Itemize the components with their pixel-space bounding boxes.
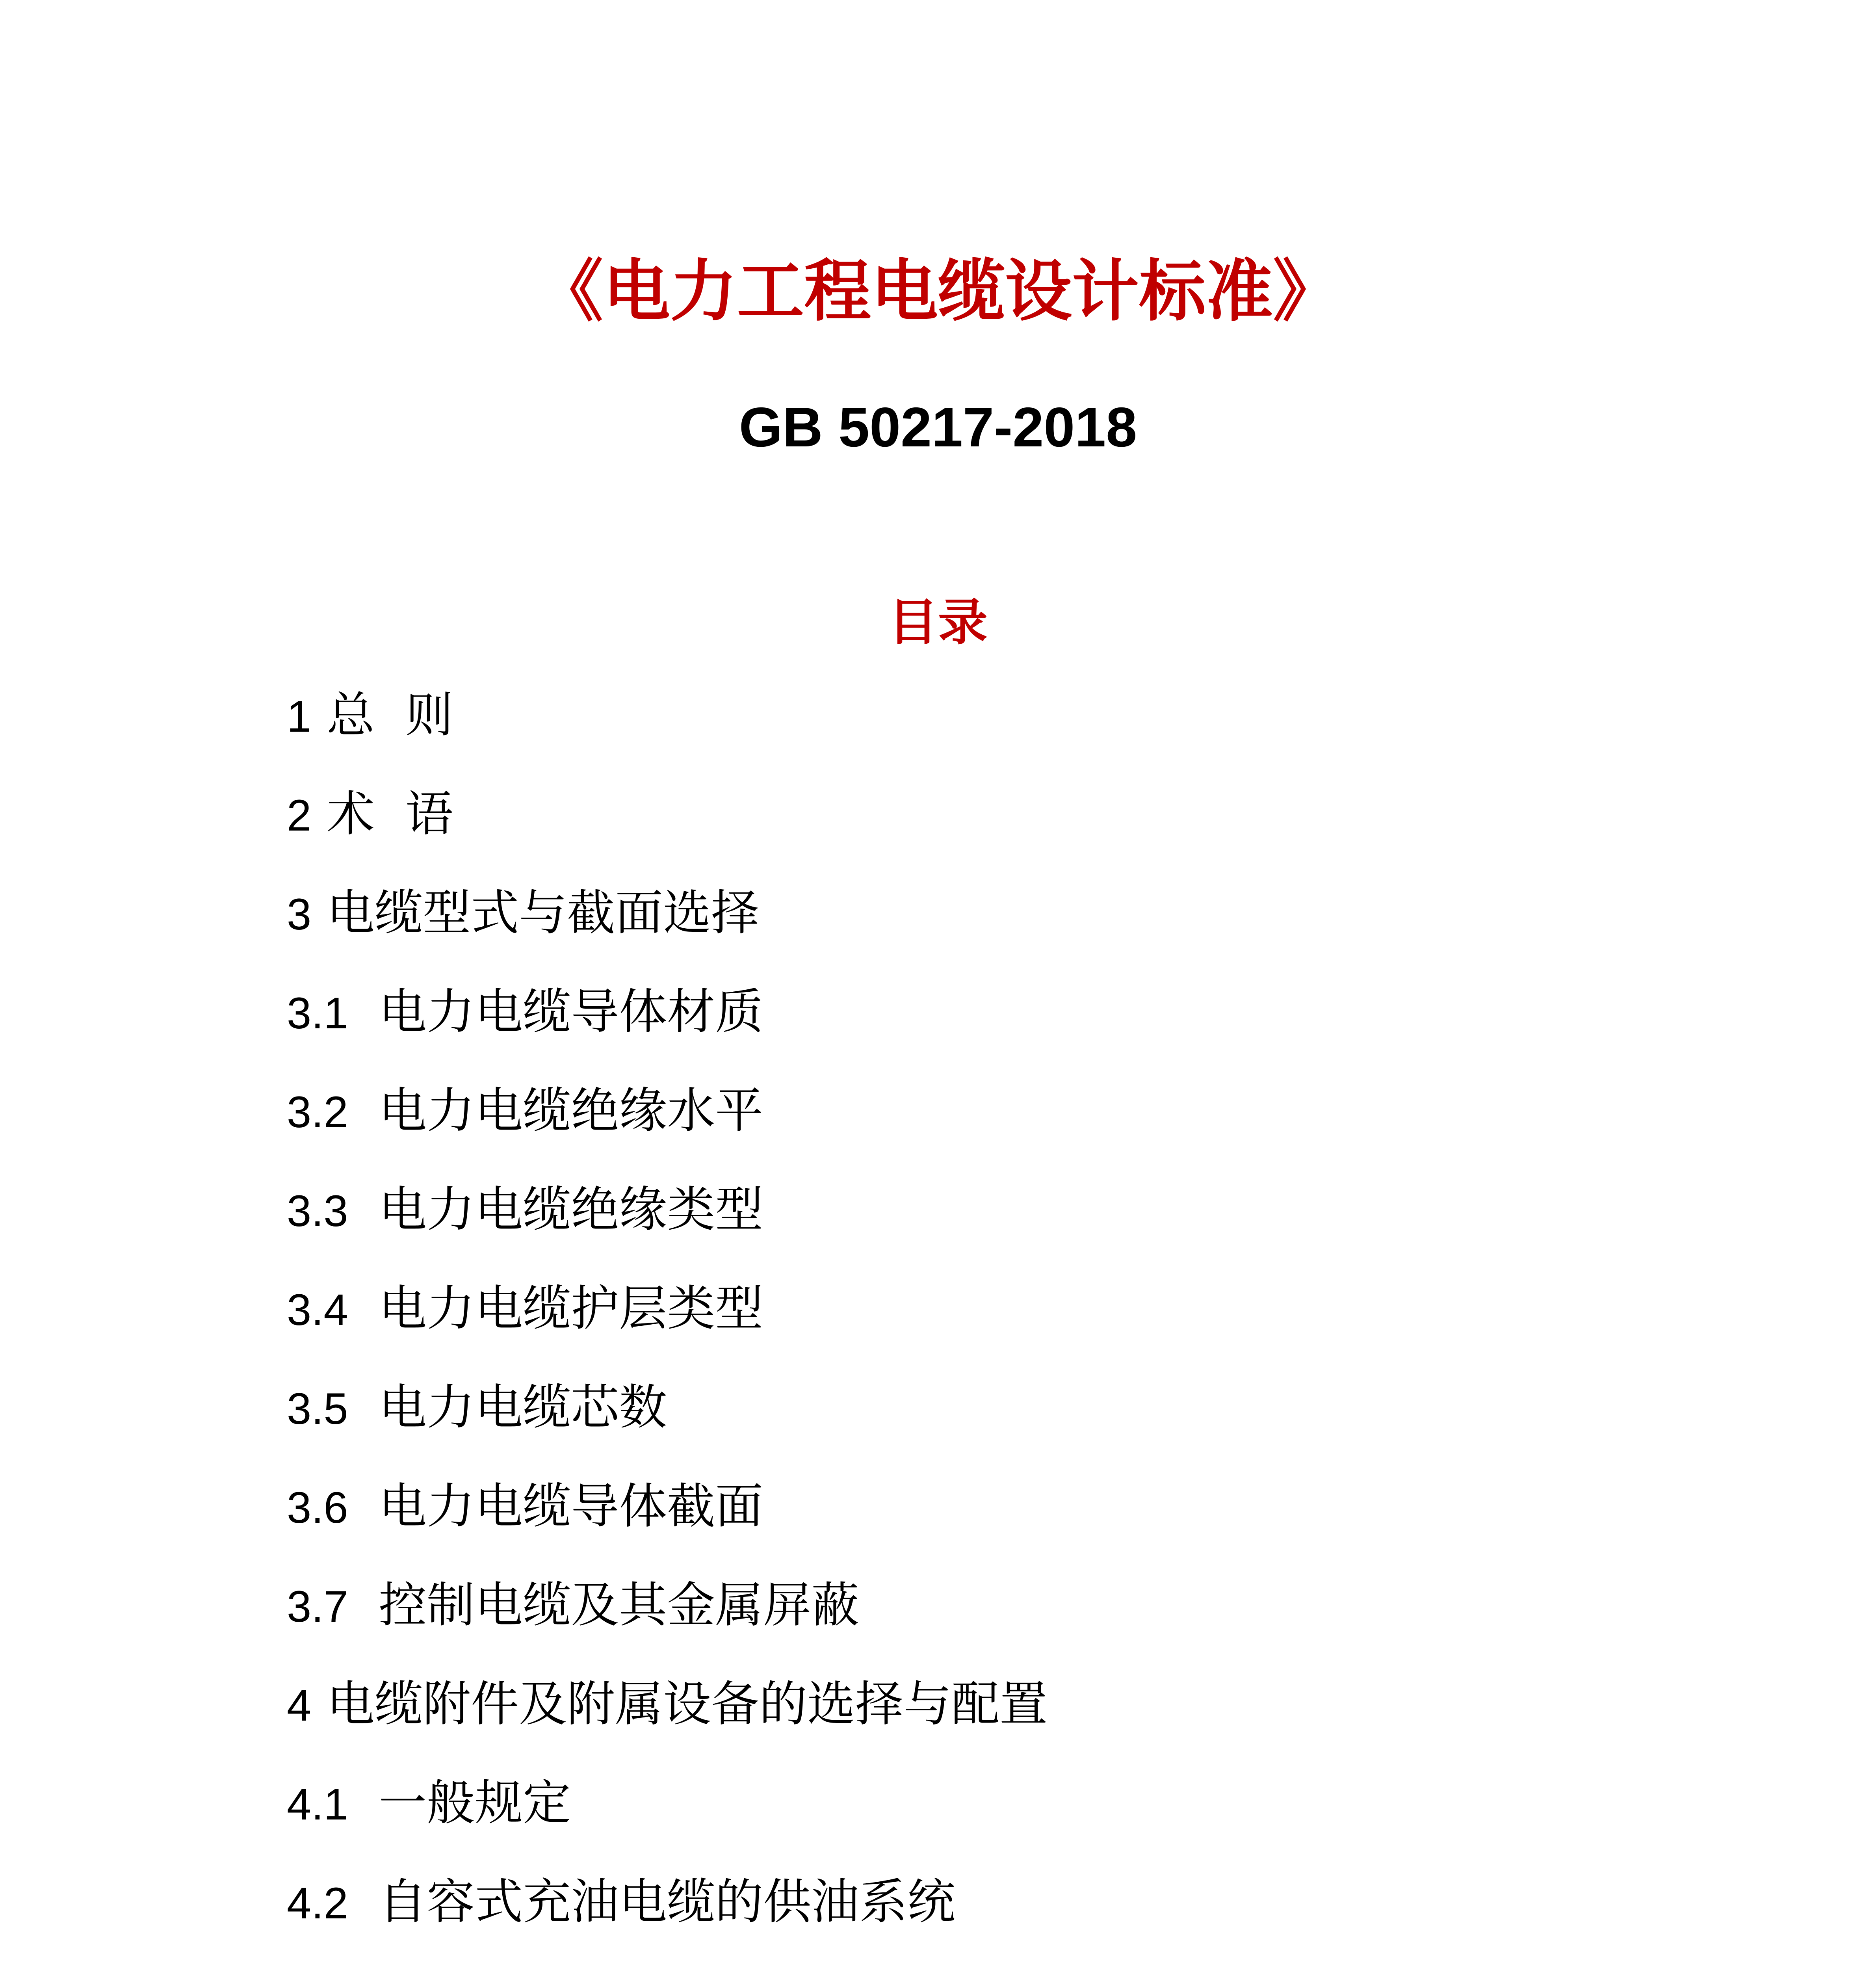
toc-item-4-1 xyxy=(287,1773,1048,1872)
toc-item-number: 3.3 xyxy=(287,1186,348,1236)
toc-item-4-2 xyxy=(287,1872,1048,1970)
toc-item-separator xyxy=(348,1577,379,1633)
toc-item-3-2 xyxy=(287,1081,1048,1180)
toc-item-3-1 xyxy=(287,982,1048,1081)
toc-item-number: 4.2 xyxy=(287,1879,348,1928)
toc-item-3 xyxy=(287,883,1048,982)
toc-item-separator xyxy=(311,786,327,842)
toc-item-separator xyxy=(348,1379,379,1435)
toc-item-number: 3.6 xyxy=(287,1483,348,1532)
toc-item-number: 3.4 xyxy=(287,1285,348,1334)
toc-item-number: 2 xyxy=(287,791,312,840)
toc-item-label: 电力电缆导体材质 xyxy=(379,984,763,1040)
toc-item-label: 电缆型式与截面选择 xyxy=(327,885,760,941)
toc-item-4 xyxy=(287,1674,1048,1773)
toc-item-label: 电力电缆绝缘水平 xyxy=(379,1083,763,1139)
toc-item-3-3 xyxy=(287,1180,1048,1279)
toc-item-label: 电缆附件及附属设备的选择与配置 xyxy=(327,1676,1048,1732)
toc-item-2 xyxy=(287,784,1048,883)
toc-item-separator xyxy=(311,687,327,743)
toc-item-label: 术 语 xyxy=(327,786,453,842)
toc-item-3-5 xyxy=(287,1378,1048,1477)
toc-item-1 xyxy=(287,686,1048,784)
toc-item-3-4 xyxy=(287,1279,1048,1378)
toc-item-separator xyxy=(348,1182,379,1238)
toc-item-number: 4.1 xyxy=(287,1780,348,1829)
toc-item-3-6 xyxy=(287,1477,1048,1576)
toc-item-number: 1 xyxy=(287,692,312,741)
toc-item-number: 3.2 xyxy=(287,1087,348,1137)
toc-item-separator xyxy=(348,1775,379,1831)
document-title: 《电力工程电缆设计标准》 xyxy=(536,253,1340,331)
toc-item-separator xyxy=(348,1478,379,1534)
toc-item-label: 控制电缆及其金属屏蔽 xyxy=(379,1577,860,1633)
document-code: GB 50217-2018 xyxy=(739,396,1137,459)
toc-item-label: 总 则 xyxy=(327,687,453,743)
toc-item-separator xyxy=(311,885,327,941)
toc-item-separator xyxy=(311,1676,327,1732)
toc-item-separator xyxy=(348,1874,379,1930)
toc-item-number: 3.7 xyxy=(287,1582,348,1631)
toc-item-number: 3 xyxy=(287,890,312,939)
toc-item-number: 3.1 xyxy=(287,989,348,1038)
toc-item-number: 3.5 xyxy=(287,1384,348,1433)
toc-item-label: 电力电缆芯数 xyxy=(379,1379,667,1435)
toc-item-number: 4 xyxy=(287,1681,312,1730)
toc-item-separator xyxy=(348,1083,379,1139)
toc-item-separator xyxy=(348,1280,379,1336)
toc-item-3-7 xyxy=(287,1576,1048,1674)
toc-item-label: 一般规定 xyxy=(379,1775,571,1831)
toc-heading: 目录 xyxy=(888,593,988,651)
toc-item-label: 电力电缆绝缘类型 xyxy=(379,1182,763,1238)
toc-item-separator xyxy=(348,984,379,1040)
toc-item-label: 自容式充油电缆的供油系统 xyxy=(379,1874,956,1930)
toc-item-label: 电力电缆导体截面 xyxy=(379,1478,763,1534)
toc-list xyxy=(287,686,1048,1970)
toc-item-label: 电力电缆护层类型 xyxy=(379,1280,763,1336)
